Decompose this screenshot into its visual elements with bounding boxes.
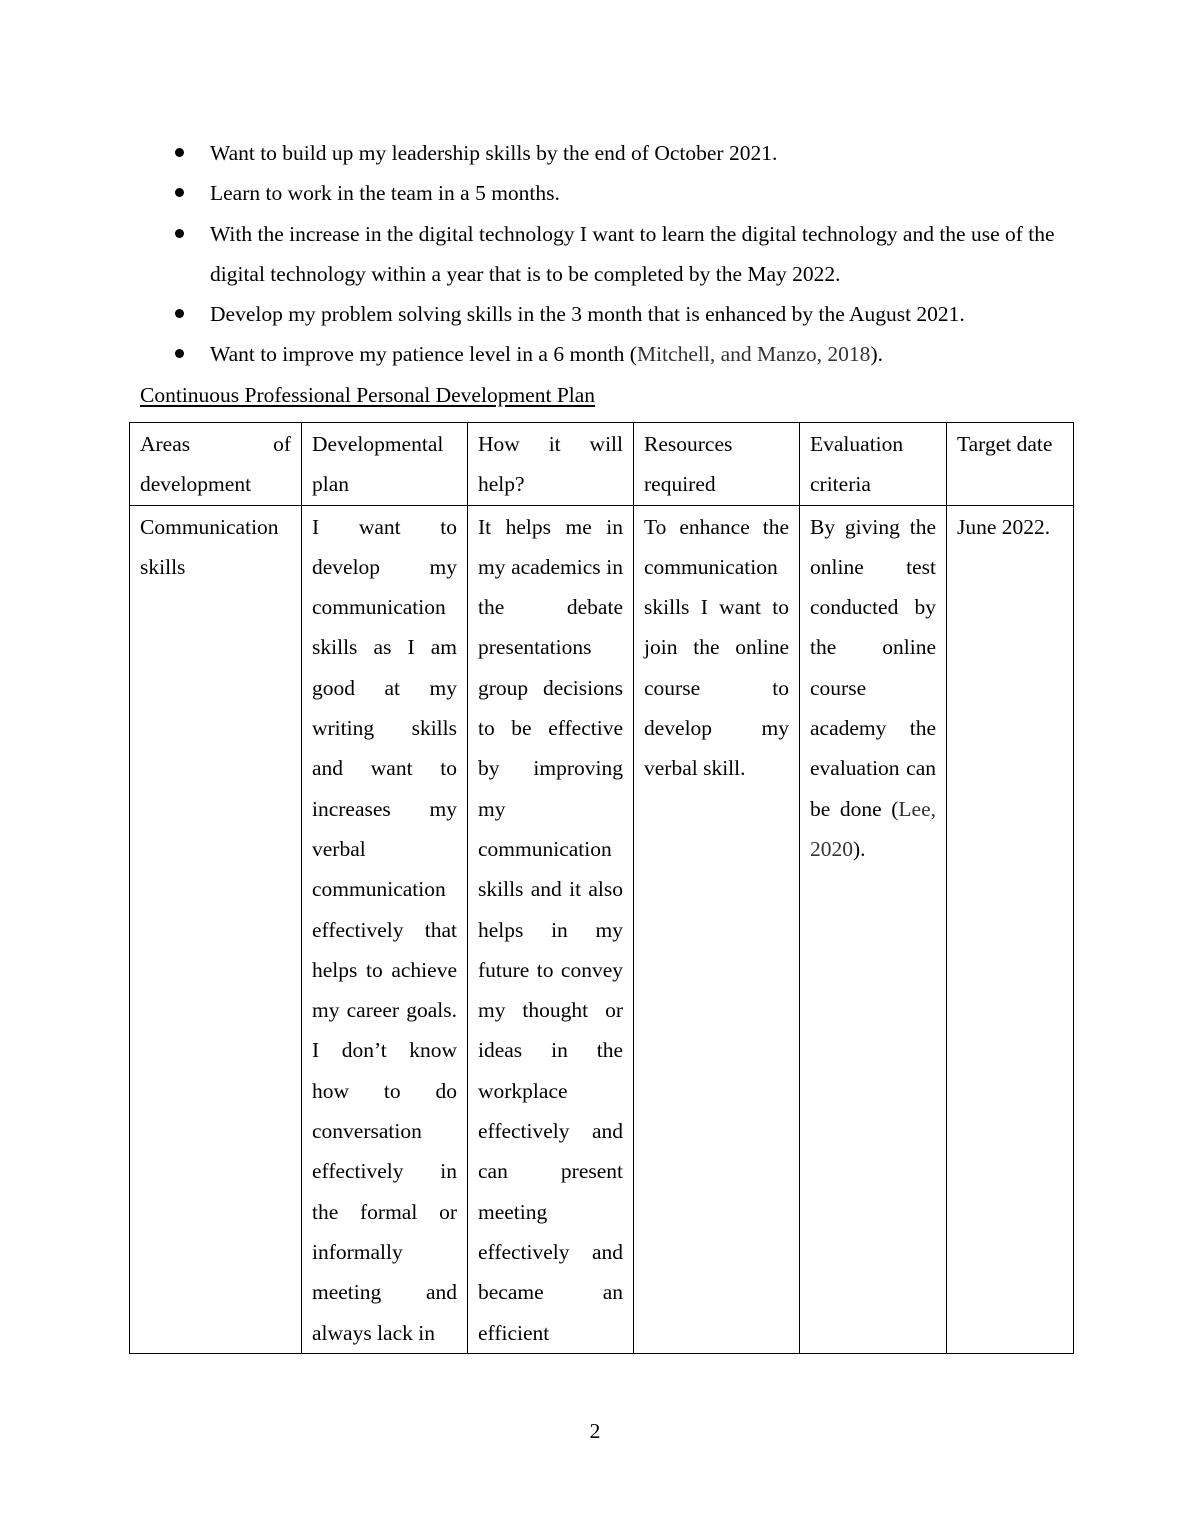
goal-text: Want to build up my leadership skills by the end of October 2021. (210, 141, 778, 165)
list-item (140, 173, 1055, 213)
table-header-row (130, 423, 1074, 506)
bullet-icon (175, 229, 184, 238)
header-cell: Resources required (634, 423, 800, 506)
list-item (140, 214, 1055, 295)
header-cell: Evaluation criteria (800, 423, 947, 506)
header-cell: Areas of development (130, 423, 302, 506)
list-item (140, 334, 1055, 374)
plan-title: Continuous Professional Personal Development Plan (140, 383, 596, 407)
goal-text: With the increase in the digital technology I want to learn the digital technology and the use of the digital technology within a year that is to be completed by the May 2022. (210, 221, 1055, 286)
area-cell: Communication skills (130, 505, 302, 1353)
header-cell: How it will help? (468, 423, 634, 506)
bullet-icon (175, 349, 184, 358)
bullet-icon (175, 309, 184, 318)
developmental-plan-cell: I want to develop my communication skills as I am good at my writing skills and want to increases my verbal communication effectively that helps to achieve my career goals. I don’t know how to do conversation effectively in the formal or informally meeting and always lack in (302, 505, 468, 1353)
evaluation-citation: Lee, 2020 (810, 796, 936, 861)
bullet-icon (175, 148, 184, 157)
bullet-icon (175, 188, 184, 197)
resources-cell: To enhance the communication skills I want to join the online course to develop my verbal skill. (634, 505, 800, 1353)
goal-text: Develop my problem solving skills in the 3 month that is enhanced by the August 2021. (210, 302, 965, 327)
goal-text: Want to improve my patience level in a 6 month ( (210, 342, 637, 367)
list-item (140, 294, 1055, 334)
goals-list (140, 133, 1055, 375)
how-it-helps-cell: It helps me in my academics in the debate presentations group decisions to be effective by improving my communication skills and it also helps in my future to convey my thought or ideas in the workplace effectively and can present meeting effectively and became an efficient (468, 505, 634, 1353)
list-item (140, 133, 1055, 173)
evaluation-suffix: ). (853, 836, 866, 861)
header-cell: Developmental plan (302, 423, 468, 506)
header-cell: Target date (947, 423, 1074, 506)
goal-text: Learn to work in the team in a 5 months. (210, 181, 560, 206)
evaluation-text: By giving the online test conducted by the online course academy the evaluation can be done ( (810, 514, 936, 821)
goal-citation: Mitchell, and Manzo, 2018 (636, 342, 871, 367)
table-row (130, 505, 1074, 1353)
evaluation-cell (800, 505, 947, 1353)
development-plan-table (129, 422, 1074, 1354)
target-date-cell: June 2022. (947, 505, 1074, 1353)
page-number: 2 (589, 1419, 601, 1443)
goal-text-suffix: ). (870, 342, 883, 367)
